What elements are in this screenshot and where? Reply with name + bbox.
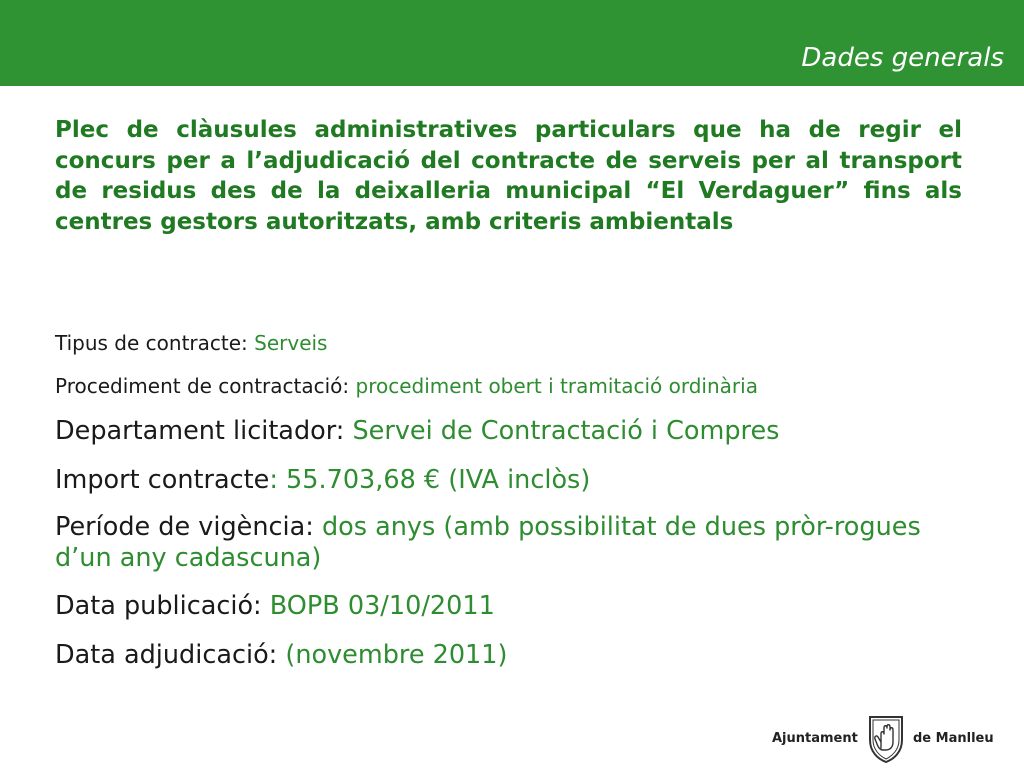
contract-type-label: Tipus de contracte:: [55, 331, 255, 355]
department-value: Servei de Contractació i Compres: [352, 416, 780, 446]
procedure-row: [55, 373, 985, 399]
publication-date-label: Data publicació:: [55, 591, 270, 621]
term-row: [55, 512, 955, 574]
amount-label: Import contracte: [55, 465, 270, 495]
term-label: Període de vigència:: [55, 512, 322, 542]
award-date-value: (novembre 2011): [285, 640, 508, 670]
document-title: Plec de clàusules administratives particulars que ha de regir el concurs per a l’adjudicació del contracte de serveis per al transport de residus des de la deixalleria municipal “El Verdaguer” fins als centres gestors autoritzats, amb criteris ambientals: [55, 117, 962, 235]
publication-date-row: [55, 591, 985, 622]
award-date-label: Data adjudicació:: [55, 640, 286, 670]
contract-type-value: Serveis: [254, 331, 328, 355]
logo-text-right: de Manlleu: [913, 731, 994, 746]
ajuntament-logo: [772, 714, 1002, 764]
department-row: [55, 416, 985, 447]
award-date-row: [55, 640, 985, 671]
hand-shield-icon: [866, 714, 906, 764]
procedure-value: procediment obert i tramitació ordinària: [355, 374, 758, 398]
section-title: Dades generals: [801, 43, 1004, 73]
publication-date-value: BOPB 03/10/2011: [269, 591, 495, 621]
procedure-label: Procediment de contractació:: [55, 374, 356, 398]
term-value: dos anys (amb possibilitat de dues pròr-rogues d’un any cadascuna): [55, 512, 921, 573]
amount-row: [55, 465, 985, 496]
logo-text-left: Ajuntament: [772, 731, 858, 746]
header-bar: [0, 0, 1024, 86]
contract-type-row: [55, 330, 985, 356]
department-label: Departament licitador:: [55, 416, 353, 446]
amount-value: : 55.703,68 € (IVA inclòs): [269, 465, 591, 495]
